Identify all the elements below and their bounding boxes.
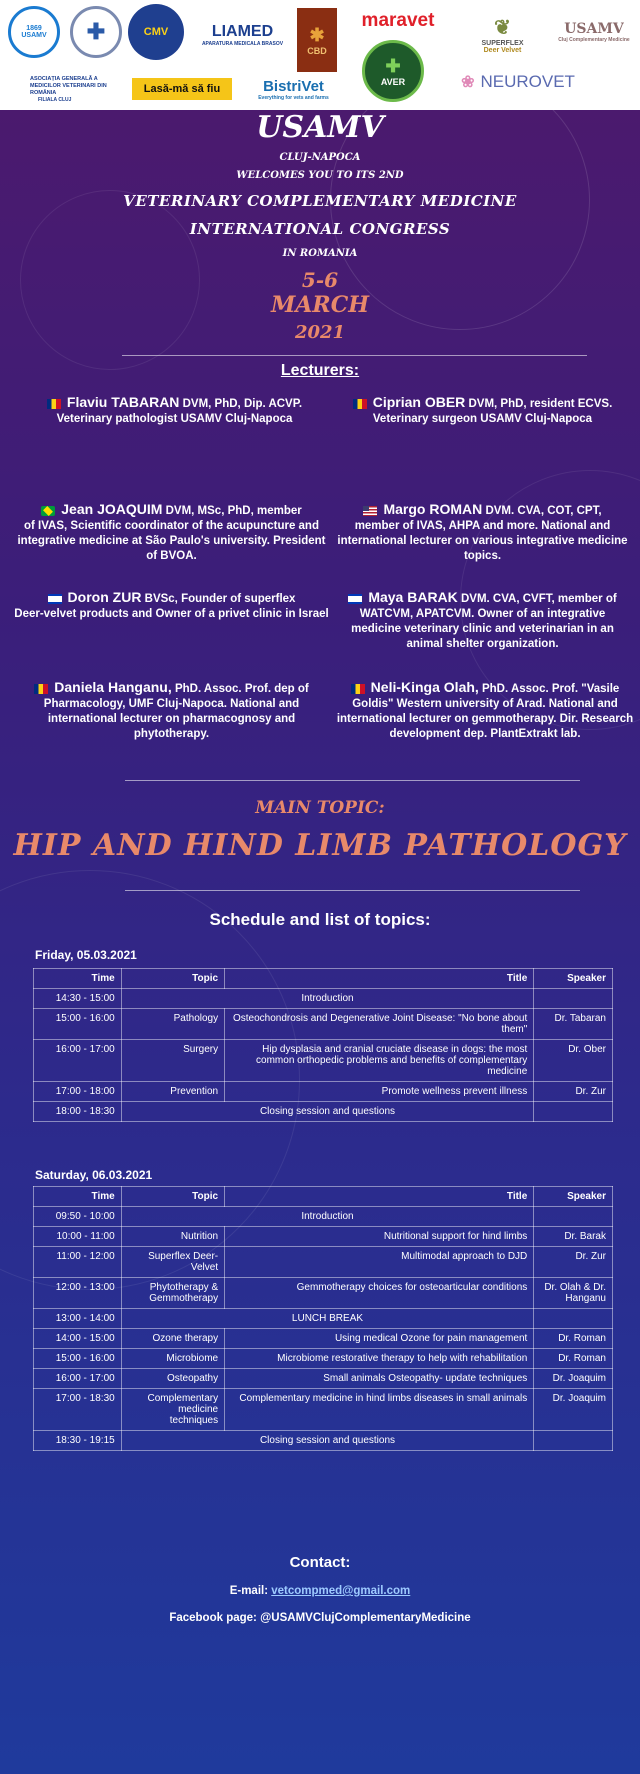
poster (0, 110, 640, 1774)
lecturer-olah (335, 680, 635, 742)
topic-cell: Superflex Deer-Velvet (121, 1247, 224, 1278)
romania-flag-icon (34, 684, 48, 694)
table-row (34, 1309, 613, 1329)
aver-logo (362, 40, 424, 102)
time-cell: 18:00 - 18:30 (34, 1102, 122, 1122)
speaker-cell: Dr. Tabaran (534, 1009, 613, 1040)
speaker-cell: Dr. Roman (534, 1349, 613, 1369)
title-cell: Gemmotherapy choices for osteoarticular conditions (225, 1278, 534, 1309)
day2-schedule-table (33, 1186, 613, 1451)
lecturer-description: of IVAS, Scientific coordinator of the acupuncture and integrative medicine at São Paulo's university. President of BVOA. (17, 520, 326, 562)
romania-flag-icon (353, 399, 367, 409)
speaker-cell: Dr. Roman (534, 1329, 613, 1349)
topic-cell: Prevention (121, 1082, 224, 1102)
maravet-logo-name: maravet (361, 10, 435, 31)
table-row (34, 1247, 613, 1278)
time-cell: 17:00 - 18:00 (34, 1082, 122, 1102)
romania-flag-icon (351, 684, 365, 694)
schedule-heading: Schedule and list of topics: (209, 910, 431, 929)
table-row (34, 1009, 613, 1040)
title-cell: Multimodal approach to DJD (225, 1247, 534, 1278)
romania-flag-icon (47, 399, 61, 409)
speaker-cell: Dr. Barak (534, 1227, 613, 1247)
email-link[interactable]: vetcompmed@gmail.com (271, 1585, 411, 1597)
lecturer-credentials: DVM. CVA, COT, CPT, (482, 505, 602, 517)
liamed-logo (195, 18, 290, 52)
time-cell: 16:00 - 17:00 (34, 1369, 122, 1389)
column-header: Speaker (534, 1187, 613, 1207)
facebook-label: Facebook page: (169, 1612, 257, 1624)
column-header: Title (225, 1187, 534, 1207)
speaker-cell: Dr. Ober (534, 1040, 613, 1082)
lecturer-description: WATCVM, APATCVM. Owner of an integrative medicine veterinary clinic and veterinarian in an animal shelter organization. (351, 608, 614, 650)
divider (122, 355, 587, 356)
congress-month: MARCH (270, 292, 369, 318)
usamv-cm-logo-name: USAMV (564, 21, 624, 37)
time-cell: 15:00 - 16:00 (34, 1009, 122, 1040)
superflex-logo-name: SUPERFLEX (481, 39, 524, 47)
liamed-logo-sub: APARATURA MEDICALA BRASOV (201, 41, 284, 47)
speaker-cell: Dr. Zur (534, 1082, 613, 1102)
contact-heading: Contact: (289, 1554, 351, 1571)
lecturer-description: Pharmacology, UMF Cluj-Napoca. National and international lecturer on pharmacognosy and phytotherapy. (43, 698, 300, 740)
title-cell: Nutritional support for hind limbs (225, 1227, 534, 1247)
lecturer-credentials: BVSc, Founder of superflex (141, 593, 296, 605)
city: CLUJ-NAPOCA (279, 152, 361, 163)
sponsor-logo-strip (0, 0, 640, 110)
table-row (34, 1207, 613, 1227)
title-cell: LUNCH BREAK (121, 1309, 534, 1329)
speaker-cell (534, 1102, 613, 1122)
lecturer-name: Maya BARAK (368, 589, 458, 605)
lecturer-ober (335, 395, 630, 427)
lasa-ma-sa-fiu-logo (132, 78, 232, 100)
superflex-logo-sub: Deer Velvet (483, 46, 522, 54)
column-header: Time (34, 969, 122, 989)
aver-logo-name: AVER (380, 76, 406, 87)
lecturer-name: Flaviu TABARAN (66, 394, 180, 410)
lecturer-credentials: DVM. CVA, CVFT, member of (457, 593, 617, 605)
time-cell: 14:00 - 15:00 (34, 1329, 122, 1349)
facebook-handle: @USAMVClujComplementaryMedicine (260, 1612, 471, 1624)
lecturer-name: Margo ROMAN (383, 501, 483, 517)
table-row (34, 1278, 613, 1309)
table-row (34, 1102, 613, 1122)
title-cell: Introduction (121, 1207, 534, 1227)
vet-faculty-logo: ✚ (70, 6, 122, 58)
topic-cell: Nutrition (121, 1227, 224, 1247)
lecturer-name: Ciprian OBER (372, 394, 466, 410)
lecturer-description: Veterinary pathologist USAMV Cluj-Napoca (56, 413, 293, 425)
lecturer-description: Deer-velvet products and Owner of a privet clinic in Israel (14, 608, 329, 620)
divider (125, 890, 580, 891)
lecturer-hanganu (14, 680, 329, 742)
brazil-flag-icon (41, 506, 55, 516)
lecturer-roman (335, 502, 630, 564)
cbd-logo (297, 8, 337, 72)
lecturer-credentials: PhD. Assoc. Prof. "Vasile (478, 683, 620, 695)
time-cell: 16:00 - 17:00 (34, 1040, 122, 1082)
lecturer-name: Doron ZUR (67, 589, 142, 605)
topic-cell: Complementary medicine techniques (121, 1389, 224, 1431)
time-cell: 18:30 - 19:15 (34, 1431, 122, 1451)
lecturer-tabaran (22, 395, 327, 427)
table-row (34, 989, 613, 1009)
deer-icon: ❦ (494, 16, 511, 39)
agmv-logo-name: ASOCIAȚIA GENERALĂ A MEDICILOR VETERINARI DIN ROMÂNIA (30, 75, 107, 96)
title-cell: Hip dysplasia and cranial cruciate disease in dogs: the most common orthopedic problems and benefits of complementary medicine (225, 1040, 534, 1082)
topic-cell: Osteopathy (121, 1369, 224, 1389)
title-cell: Closing session and questions (121, 1102, 534, 1122)
speaker-cell (534, 1431, 613, 1451)
speaker-cell: Dr. Joaquim (534, 1389, 613, 1431)
topic-cell: Surgery (121, 1040, 224, 1082)
table-row (34, 1040, 613, 1082)
speaker-cell (534, 1207, 613, 1227)
lecturer-zur (14, 590, 329, 622)
lecturer-name: Daniela Hanganu, (54, 679, 172, 695)
main-topic: HIP AND HIND LIMB PATHOLOGY (13, 828, 627, 863)
title-cell: Promote wellness prevent illness (225, 1082, 534, 1102)
leaves-icon: ❀ (461, 74, 475, 91)
bistrivet-logo (246, 76, 341, 102)
email-label: E-mail: (229, 1585, 269, 1597)
time-cell: 15:00 - 16:00 (34, 1349, 122, 1369)
agmv-logo (8, 70, 113, 108)
lecturer-description: Goldis" Western university of Arad. National and international lecturer on gemmotherapy. Dir. Research development dep. PlantExtrakt lab. (336, 698, 634, 740)
congress-year: 2021 (294, 322, 346, 343)
time-cell: 09:50 - 10:00 (34, 1207, 122, 1227)
title-cell: Microbiome restorative therapy to help with rehabilitation (225, 1349, 534, 1369)
column-header: Time (34, 1187, 122, 1207)
cross-icon: ✚ (385, 55, 401, 76)
column-header: Topic (121, 1187, 224, 1207)
title-cell: Introduction (121, 989, 534, 1009)
time-cell: 14:30 - 15:00 (34, 989, 122, 1009)
lasa-ma-sa-fiu-logo-name: Lasă-mă să fiu (143, 83, 221, 95)
congress-title-line1: VETERINARY COMPLEMENTARY MEDICINE (123, 192, 517, 210)
topic-cell: Microbiome (121, 1349, 224, 1369)
lecturer-name: Neli-Kinga Olah, (370, 679, 479, 695)
speaker-cell: Dr. Zur (534, 1247, 613, 1278)
speaker-cell: Dr. Olah & Dr. Hanganu (534, 1278, 613, 1309)
org-name: USAMV (256, 110, 384, 145)
speaker-cell: Dr. Joaquim (534, 1369, 613, 1389)
usa-flag-icon (363, 506, 377, 516)
column-header: Speaker (534, 969, 613, 989)
lecturer-barak (335, 590, 630, 652)
bistrivet-logo-sub: Everything for vets and farms (258, 94, 329, 101)
topic-cell: Pathology (121, 1009, 224, 1040)
divider (125, 780, 580, 781)
usamv-cm-logo (553, 6, 635, 58)
lecturer-name: Jean JOAQUIM (61, 501, 163, 517)
day1-schedule-table (33, 968, 613, 1122)
topic-cell: Phytotherapy & Gemmotherapy (121, 1278, 224, 1309)
table-header-row (34, 969, 613, 989)
title-cell: Osteochondrosis and Degenerative Joint Disease: "No bone about them" (225, 1009, 534, 1040)
title-cell: Small animals Osteopathy- update techniques (225, 1369, 534, 1389)
usamv-cm-logo-sub: Cluj Complementary Medicine (558, 37, 630, 43)
congress-location: IN ROMANIA (282, 248, 358, 259)
column-header: Topic (121, 969, 224, 989)
title-cell: Using medical Ozone for pain management (225, 1329, 534, 1349)
day2-label: Saturday, 06.03.2021 (35, 1168, 153, 1182)
agmv-logo-sub: FILIALA CLUJ (38, 96, 72, 103)
table-row (34, 1369, 613, 1389)
table-row (34, 1082, 613, 1102)
time-cell: 17:00 - 18:30 (34, 1389, 122, 1431)
table-row (34, 1389, 613, 1431)
speaker-cell (534, 1309, 613, 1329)
table-header-row (34, 1187, 613, 1207)
lecturer-joaquim (14, 502, 329, 564)
speaker-cell (534, 989, 613, 1009)
maravet-logo (350, 10, 446, 32)
time-cell: 12:00 - 13:00 (34, 1278, 122, 1309)
table-row (34, 1227, 613, 1247)
lecturer-credentials: PhD. Assoc. Prof. dep of (171, 683, 309, 695)
time-cell: 10:00 - 11:00 (34, 1227, 122, 1247)
congress-dates: 5-6 (301, 268, 339, 292)
neurovet-logo-name: NEUROVET (480, 72, 575, 91)
topic-cell: Ozone therapy (121, 1329, 224, 1349)
contact-facebook-line (0, 1612, 640, 1624)
lecturer-credentials: DVM, MSc, PhD, member (162, 505, 302, 517)
israel-flag-icon (48, 594, 62, 604)
neurovet-logo (448, 62, 588, 102)
lecturer-description: Veterinary surgeon USAMV Cluj-Napoca (372, 413, 593, 425)
time-cell: 11:00 - 12:00 (34, 1247, 122, 1278)
superflex-logo (465, 10, 540, 58)
cmv-logo: CMV (128, 4, 184, 60)
lecturer-credentials: DVM, PhD, resident ECVS. (465, 398, 613, 410)
contact-email-line (0, 1585, 640, 1597)
table-row (34, 1329, 613, 1349)
usamv-logo-name: USAMV (21, 32, 47, 39)
time-cell: 13:00 - 14:00 (34, 1309, 122, 1329)
table-row (34, 1349, 613, 1369)
leaf-icon: ✱ (309, 24, 325, 45)
title-cell: Closing session and questions (121, 1431, 534, 1451)
lecturers-heading: Lecturers: (280, 362, 360, 379)
usamv-logo (8, 6, 60, 58)
lecturer-description: member of IVAS, AHPA and more. National and international lecturer on various integrative medicine topics. (337, 520, 628, 562)
title-cell: Complementary medicine in hind limbs diseases in small animals (225, 1389, 534, 1431)
israel-flag-icon (348, 594, 362, 604)
liamed-logo-name: LIAMED (211, 23, 274, 40)
bistrivet-logo-name: BistriVet (263, 77, 324, 95)
column-header: Title (225, 969, 534, 989)
main-topic-label: MAIN TOPIC: (255, 798, 385, 818)
congress-title-line2: INTERNATIONAL CONGRESS (189, 220, 451, 238)
table-row (34, 1431, 613, 1451)
welcome-text: WELCOMES YOU TO ITS 2ND (236, 170, 404, 181)
usamv-logo-year: 1869 (26, 25, 42, 32)
day1-label: Friday, 05.03.2021 (35, 948, 137, 962)
cbd-logo-name: CBD (307, 45, 327, 56)
lecturer-credentials: DVM, PhD, Dip. ACVP. (179, 398, 303, 410)
